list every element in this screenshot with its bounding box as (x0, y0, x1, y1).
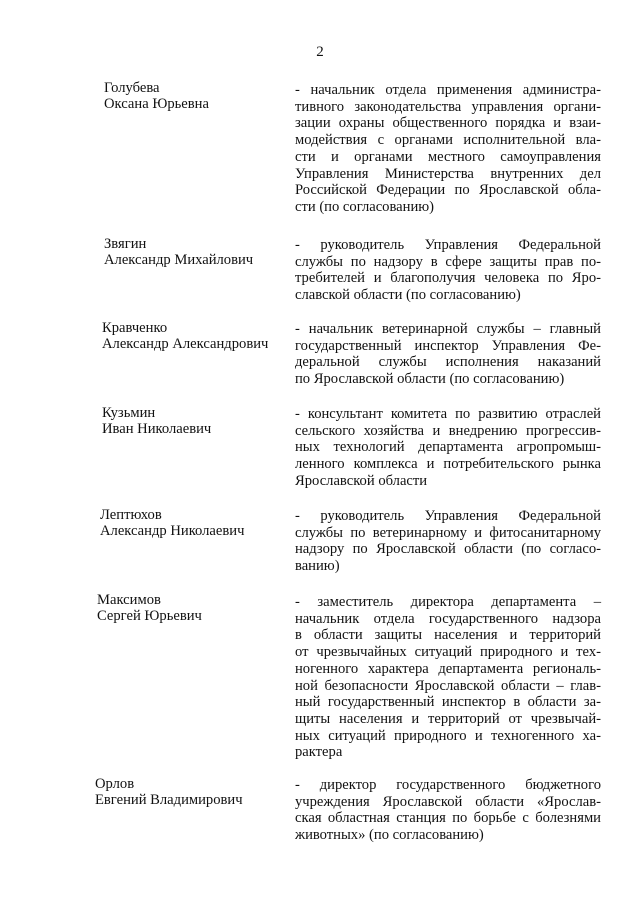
position-line: ногенного характера департамента региональ- (295, 660, 601, 677)
position-line: ный государственный инспектор в области за- (295, 694, 601, 711)
position-line: службы по надзору в сфере защиты прав по- (295, 253, 601, 270)
member-given-name: Сергей Юрьевич (97, 608, 202, 625)
position-line: Российской Федерации по Ярославской обла- (295, 182, 601, 199)
position-line: - директор государственного бюджетного (295, 777, 601, 793)
member-surname: Голубева (104, 80, 160, 96)
member-given-name: Оксана Юрьевна (104, 96, 209, 113)
member-surname: Звягин (104, 236, 147, 252)
position-line: ных технологий департамента агропромыш- (295, 439, 601, 456)
position-line: государственный инспектор Управления Фе- (295, 337, 601, 354)
member-position (295, 777, 601, 844)
position-line: по Ярославской области (по согласованию) (295, 371, 565, 388)
position-line: учреждения Ярославской области «Ярослав- (295, 793, 601, 810)
position-line: - начальник ветеринарной службы – главный (295, 321, 601, 337)
member-given-name: Александр Александрович (102, 336, 269, 353)
position-line: сельского хозяйства и внедрению прогрессив- (295, 422, 601, 439)
position-line: сти и органами местного самоуправления (295, 148, 601, 165)
page-number: 2 (316, 44, 324, 60)
position-line: щиты населения и территорий от чрезвычай- (295, 710, 601, 727)
member-name (102, 320, 268, 353)
position-line: службы по ветеринарному и фитосанитарному (295, 524, 601, 541)
position-line: славской области (по согласованию) (295, 287, 521, 304)
member-name (95, 776, 243, 809)
member-position (295, 594, 601, 761)
member-surname: Орлов (95, 776, 135, 792)
position-line: в области защиты населения и территорий (295, 627, 601, 644)
member-name (102, 405, 211, 438)
position-line: - начальник отдела применения администра- (295, 82, 601, 98)
member-name (100, 507, 244, 540)
position-line: от чрезвычайных ситуаций природного и тех- (295, 644, 601, 661)
member-position (295, 237, 601, 304)
member-position (295, 508, 601, 575)
position-line: сти (по согласованию) (295, 198, 435, 215)
position-line: тивного законодательства управления органи- (295, 98, 601, 115)
member-position (295, 406, 601, 490)
position-line: зации охраны общественного порядка и взаи- (295, 115, 601, 132)
member-given-name: Александр Николаевич (100, 523, 245, 540)
position-line: надзору по Ярославской области (по согласо- (295, 541, 601, 558)
member-position (295, 321, 601, 388)
member-surname: Лептюхов (100, 507, 162, 523)
position-line: Ярославской области (295, 472, 428, 489)
position-line: ной безопасности Ярославской области – глав- (295, 677, 601, 694)
member-name (104, 80, 209, 113)
position-line: Управления Министерства внутренних дел (295, 165, 601, 182)
position-line: требителей и благополучия человека по Яро- (295, 270, 601, 287)
position-line: ленного комплекса и потребительского рынка (295, 456, 601, 473)
position-line: деральной службы исполнения наказаний (295, 354, 601, 371)
member-given-name: Евгений Владимирович (95, 792, 243, 809)
member-given-name: Александр Михайлович (104, 252, 254, 269)
position-line: начальник отдела государственного надзора (295, 610, 601, 627)
position-line: - заместитель директора департамента – (295, 594, 601, 610)
position-line: ванию) (295, 558, 340, 575)
position-line: - консультант комитета по развитию отраслей (295, 406, 601, 422)
position-line: ская областная станция по борьбе с болезнями (295, 810, 601, 827)
position-line: - руководитель Управления Федеральной (295, 508, 601, 524)
position-line: модействия с органами исполнительной вла- (295, 132, 601, 149)
position-line: ных ситуаций природного и техногенного ха- (295, 727, 601, 744)
member-name (97, 592, 202, 625)
member-given-name: Иван Николаевич (102, 421, 212, 438)
position-line: - руководитель Управления Федеральной (295, 237, 601, 253)
member-name (104, 236, 253, 269)
member-surname: Максимов (97, 592, 161, 608)
member-surname: Кравченко (102, 320, 168, 336)
member-position (295, 82, 601, 216)
position-line: рактера (295, 744, 343, 761)
member-surname: Кузьмин (102, 405, 156, 421)
position-line: животных» (по согласованию) (295, 827, 484, 844)
